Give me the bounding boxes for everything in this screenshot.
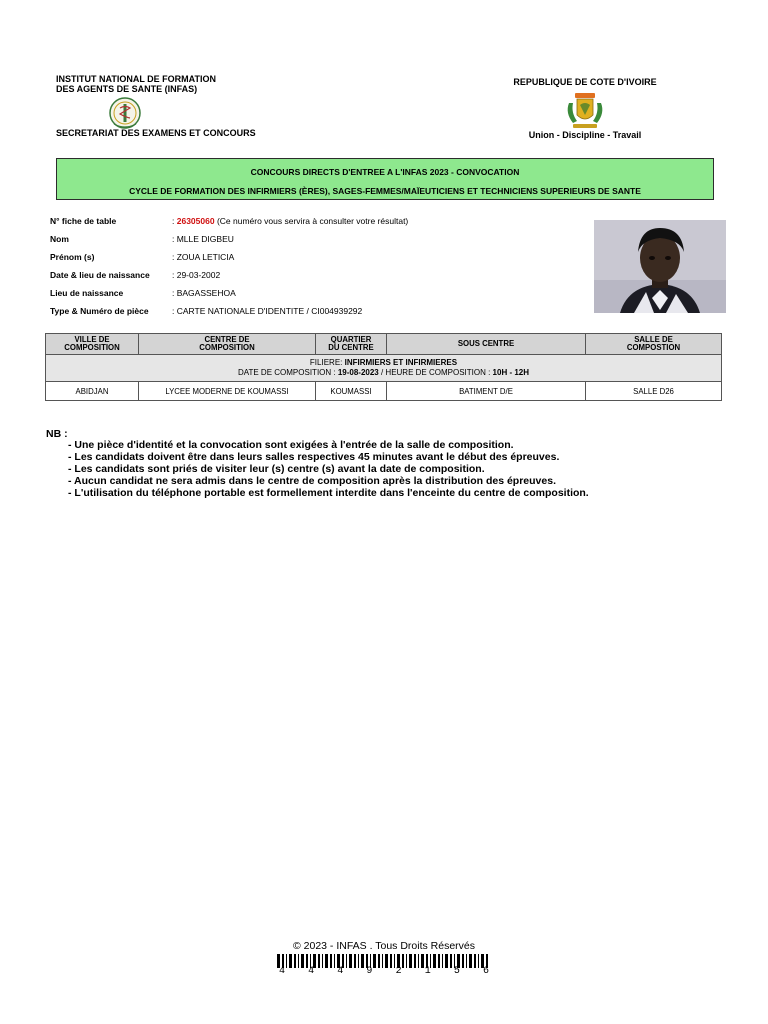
name-value: : MLLE DIGBEU	[172, 234, 234, 244]
info-row-place	[50, 288, 590, 306]
table-number-value: : 26305060 (Ce numéro vous servira à consulter votre résultat)	[172, 216, 409, 226]
header-quartier	[316, 334, 387, 355]
heure-value: 10H - 12H	[492, 368, 530, 377]
header-centre-line2: COMPOSITION	[199, 343, 255, 352]
note-item: - Aucun candidat ne sera admis dans le centre de composition après la distribution des épreuves.	[68, 475, 556, 487]
header-salle	[586, 334, 722, 355]
info-row-table-number	[50, 216, 590, 234]
barcode-digit: 4	[279, 966, 286, 977]
coat-of-arms-icon	[563, 91, 607, 129]
notes-list	[68, 439, 589, 499]
note-item: - Les candidats sont priés de visiter leur (s) centre (s) avant la date de composition.	[68, 463, 485, 475]
barcode-digit: 5	[453, 966, 460, 977]
cell-salle: SALLE D26	[586, 382, 722, 401]
barcode-digit: 6	[482, 966, 489, 977]
header-ville-line1: VILLE DE	[74, 334, 110, 344]
secretariat-name: SECRETARIAT DES EXAMENS ET CONCOURS	[56, 128, 256, 138]
birthplace-value: : BAGASSEHOA	[172, 288, 236, 298]
filiere-value: INFIRMIERS ET INFIRMIERES	[344, 358, 458, 367]
cell-ville: ABIDJAN	[46, 382, 139, 401]
national-motto: Union - Discipline - Travail	[528, 130, 642, 140]
name-label: Nom	[50, 234, 69, 244]
table-header-row	[46, 334, 722, 355]
birthplace-label: Lieu de naissance	[50, 288, 124, 298]
cell-quartier: KOUMASSI	[316, 382, 387, 401]
barcode-digit: 2	[395, 966, 402, 977]
banner-subtitle: CYCLE DE FORMATION DES INFIRMIERS (ÈRES), SAGES-FEMMES/MAÏEUTICIENS ET TECHNICIENS SUPERIEURS DE SANTE	[129, 186, 641, 196]
barcode-digit: 4	[308, 966, 315, 977]
banner-title: CONCOURS DIRECTS D'ENTREE A L'INFAS 2023 - CONVOCATION	[250, 167, 520, 177]
header-quartier-line2: DU CENTRE	[328, 343, 374, 352]
header-centre-line1: CENTRE DE	[204, 334, 250, 344]
info-row-firstname	[50, 252, 590, 270]
header-salle-line2: COMPOSTION	[626, 343, 681, 352]
filiere-label: FILIERE:	[309, 358, 345, 367]
cell-sous-centre: BATIMENT D/E	[387, 382, 586, 401]
composition-table	[45, 333, 722, 401]
header-ville	[46, 334, 139, 355]
header-sous-centre: SOUS CENTRE	[387, 334, 586, 355]
id-value: : CARTE NATIONALE D'IDENTITE / CI004939292	[172, 306, 363, 316]
date-label: DATE DE COMPOSITION :	[237, 368, 338, 377]
table-number: 26305060	[176, 216, 215, 226]
note-item: - Une pièce d'identité et la convocation sont exigées à l'entrée de la salle de composition.	[68, 439, 514, 451]
header-quartier-line1: QUARTIER	[330, 334, 372, 344]
filiere-cell	[46, 355, 722, 382]
table-number-label: N° fiche de table	[50, 216, 117, 226]
header-salle-line1: SALLE DE	[634, 334, 673, 344]
birth-label: Date & lieu de naissance	[50, 270, 150, 280]
date-value: 19-08-2023	[337, 368, 379, 377]
institute-header	[56, 74, 316, 138]
copyright: © 2023 - INFAS . Tous Droits Réservés	[292, 940, 476, 952]
note-item: - Les candidats doivent être dans leurs salles respectives 45 minutes avant le début des épreuves.	[68, 451, 560, 463]
table-row	[46, 382, 722, 401]
cell-centre: LYCEE MODERNE DE KOUMASSI	[139, 382, 316, 401]
institute-name-line2: DES AGENTS DE SANTE (INFAS)	[56, 84, 198, 94]
header-ville-line2: COMPOSITION	[64, 343, 120, 352]
firstname-label: Prénom (s)	[50, 252, 95, 262]
header-centre	[139, 334, 316, 355]
info-row-id	[50, 306, 590, 324]
table-number-note: (Ce numéro vous servira à consulter votre résultat)	[216, 216, 409, 226]
heure-label: / HEURE DE COMPOSITION :	[378, 368, 493, 377]
birth-value: : 29-03-2002	[172, 270, 221, 280]
info-row-name	[50, 234, 590, 252]
barcode-digit: 9	[366, 966, 373, 977]
infas-logo-icon	[108, 96, 142, 130]
convocation-banner	[56, 158, 714, 200]
republic-header	[490, 77, 680, 140]
firstname-value: : ZOUA LETICIA	[172, 252, 235, 262]
republic-name: REPUBLIQUE DE COTE D'IVOIRE	[513, 77, 657, 87]
note-item: - L'utilisation du téléphone portable est formellement interdite dans l'enceinte du centre de composition.	[68, 487, 589, 499]
barcode-digit: 4	[337, 966, 344, 977]
barcode-digit: 1	[424, 966, 431, 977]
info-row-birth	[50, 270, 590, 288]
candidate-info	[50, 216, 590, 324]
barcode-digits	[277, 966, 491, 977]
filiere-row	[46, 355, 722, 382]
id-label: Type & Numéro de pièce	[50, 306, 149, 316]
notes-title: NB :	[46, 428, 68, 440]
institute-name-line1: INSTITUT NATIONAL DE FORMATION	[56, 74, 216, 84]
candidate-photo	[594, 220, 726, 313]
